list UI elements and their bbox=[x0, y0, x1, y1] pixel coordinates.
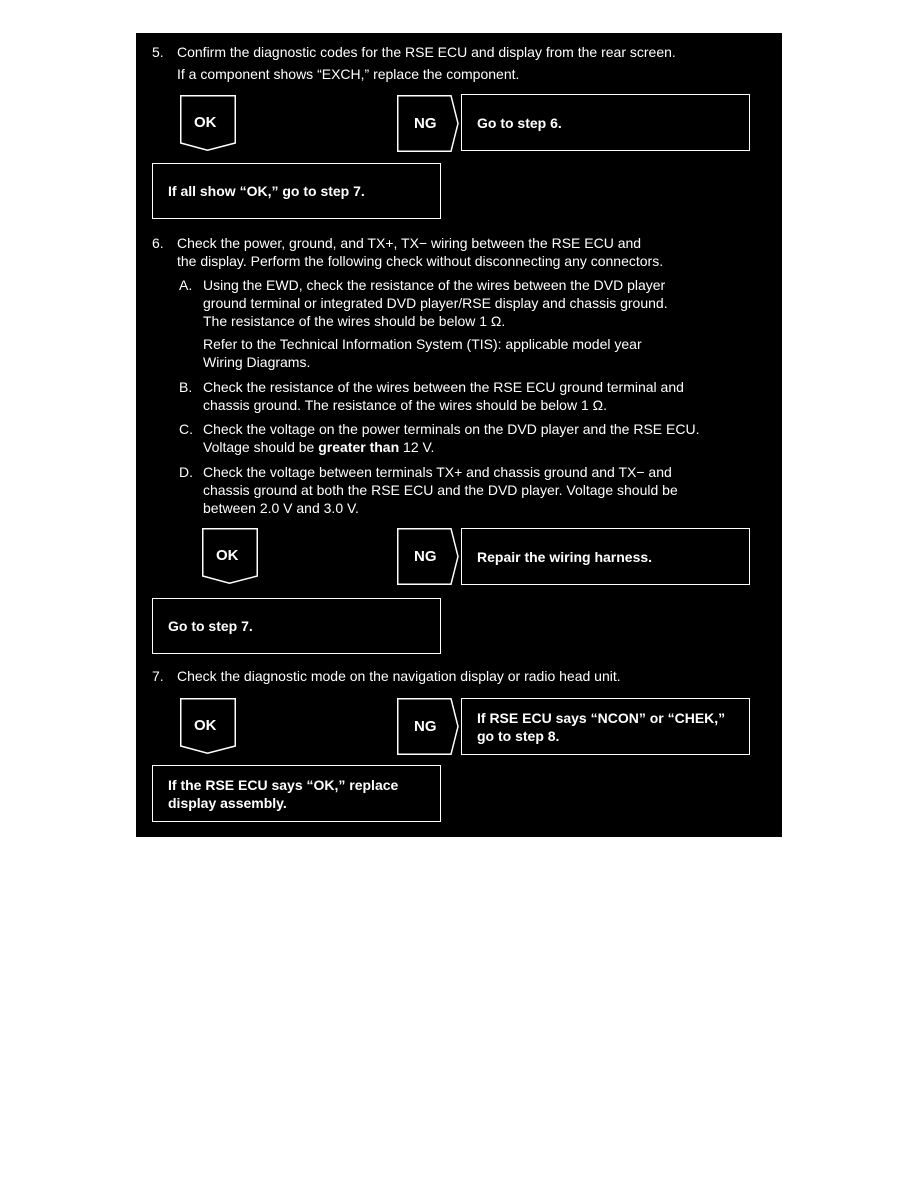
procedure-panel bbox=[136, 33, 782, 837]
step6b-letter: B. bbox=[179, 379, 193, 395]
step6c-line1: Check the voltage on the power terminals on the DVD player and the RSE ECU. bbox=[203, 421, 700, 437]
step7-line1: Check the diagnostic mode on the navigation display or radio head unit. bbox=[177, 668, 621, 684]
step6-ng-result-text: Repair the wiring harness. bbox=[477, 548, 653, 565]
step7-ok-result-line1: If the RSE ECU says “OK,” replace bbox=[168, 776, 399, 793]
step6d-letter: D. bbox=[179, 464, 193, 480]
step6c-line2-bold: greater than bbox=[318, 439, 400, 455]
step6a-line1: Using the EWD, check the resistance of the wires between the DVD player bbox=[203, 277, 666, 293]
step7-ok-label: OK bbox=[194, 717, 217, 734]
step5-line1: Confirm the diagnostic codes for the RSE ECU and display from the rear screen. bbox=[177, 44, 676, 60]
step7-number: 7. bbox=[152, 668, 164, 684]
step6b-line1: Check the resistance of the wires between the RSE ECU ground terminal and bbox=[203, 379, 684, 395]
step6c-line2-post: 12 V. bbox=[399, 439, 435, 455]
step5-line2: If a component shows “EXCH,” replace the component. bbox=[177, 66, 520, 82]
step6-ok-result-box bbox=[152, 598, 441, 654]
step6-number: 6. bbox=[152, 235, 164, 251]
step7-ok-result-box bbox=[152, 765, 441, 822]
step5-ng-label: NG bbox=[414, 115, 437, 132]
step5-ok-label: OK bbox=[194, 114, 217, 131]
step7-ng-result-box bbox=[461, 698, 750, 755]
step7-ng-result-line2: go to step 8. bbox=[477, 727, 560, 744]
step6a-letter: A. bbox=[179, 277, 193, 293]
step6b-line2: chassis ground. The resistance of the wires should be below 1 Ω. bbox=[203, 397, 607, 413]
step5-ok-result-text: If all show “OK,” go to step 7. bbox=[168, 183, 365, 199]
step5-ng-result-text: Go to step 6. bbox=[477, 114, 562, 131]
step6-ok-result-text: Go to step 7. bbox=[168, 618, 253, 634]
step6-line1: Check the power, ground, and TX+, TX− wiring between the RSE ECU and bbox=[177, 235, 642, 251]
step6-ng-label: NG bbox=[414, 548, 437, 565]
step6d-line1: Check the voltage between terminals TX+ and chassis ground and TX− and bbox=[203, 464, 672, 480]
step6c-line2-pre: Voltage should be bbox=[203, 439, 319, 455]
step6a-note1: Refer to the Technical Information System (TIS): applicable model year bbox=[203, 336, 642, 352]
step6c-line2 bbox=[203, 438, 434, 457]
step5-ok-result-box bbox=[152, 163, 441, 219]
step6a-note2: Wiring Diagrams. bbox=[203, 354, 311, 370]
step6d-line2: chassis ground at both the RSE ECU and the DVD player. Voltage should be bbox=[203, 482, 678, 498]
step5-ng-result-box bbox=[461, 94, 750, 151]
step6a-line3: The resistance of the wires should be below 1 Ω. bbox=[203, 313, 506, 329]
step6-ok-label: OK bbox=[216, 547, 239, 564]
step7-ng-result-line1: If RSE ECU says “NCON” or “CHEK,” bbox=[477, 709, 726, 726]
step6c-letter: C. bbox=[179, 421, 193, 437]
step6-ng-result-box bbox=[461, 528, 750, 585]
step6d-line3: between 2.0 V and 3.0 V. bbox=[203, 500, 359, 516]
step7-ok-result-line2: display assembly. bbox=[168, 794, 287, 811]
step7-ng-label: NG bbox=[414, 718, 437, 735]
step6a-line2: ground terminal or integrated DVD player/RSE display and chassis ground. bbox=[203, 295, 668, 311]
step5-number: 5. bbox=[152, 44, 164, 60]
step6-line2: the display. Perform the following check without disconnecting any connectors. bbox=[177, 253, 664, 269]
